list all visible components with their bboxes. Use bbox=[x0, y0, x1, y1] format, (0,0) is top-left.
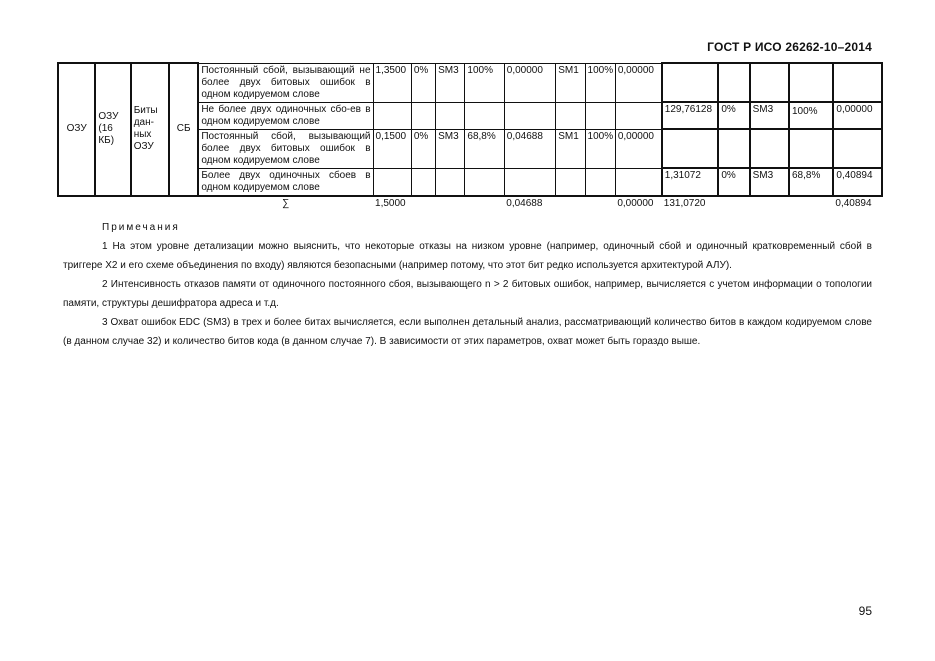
value-cell bbox=[662, 129, 719, 168]
sum-value: 0,00000 bbox=[617, 197, 654, 209]
fault-description: Не более двух одиночных сбо-ев в одном кодируемом слове bbox=[198, 102, 373, 129]
page-number: 95 bbox=[858, 604, 872, 618]
value-cell: 0% bbox=[718, 168, 749, 196]
value-cell bbox=[436, 102, 465, 129]
value-cell bbox=[718, 129, 749, 168]
value-cell bbox=[789, 63, 833, 102]
value-cell: 0,00000 bbox=[504, 63, 556, 102]
value-cell: 0,00000 bbox=[833, 102, 882, 129]
fault-description: Постоянный сбой, вызывающий более двух битовых ошибок в одном кодируемом слове bbox=[198, 129, 373, 168]
value-cell bbox=[556, 102, 585, 129]
value-cell bbox=[411, 168, 435, 196]
value-cell: SM3 bbox=[436, 129, 465, 168]
value-cell: 0% bbox=[411, 129, 435, 168]
notes-section bbox=[63, 218, 872, 351]
value-cell: 100% bbox=[789, 102, 833, 129]
component-cell: ОЗУ bbox=[58, 63, 95, 196]
value-cell: 100% bbox=[585, 63, 615, 102]
value-cell: SM3 bbox=[750, 168, 789, 196]
value-cell: 0,1500 bbox=[373, 129, 411, 168]
value-cell bbox=[504, 102, 556, 129]
value-cell: 0% bbox=[411, 63, 435, 102]
value-cell: SM1 bbox=[556, 63, 585, 102]
notes-title: Примечания bbox=[102, 222, 180, 233]
value-cell: 100% bbox=[585, 129, 615, 168]
document-header-title: ГОСТ Р ИСО 26262-10–2014 bbox=[707, 40, 872, 54]
value-cell bbox=[504, 168, 556, 196]
value-cell: 0,00000 bbox=[615, 129, 661, 168]
value-cell: 1,31072 bbox=[662, 168, 719, 196]
value-cell: SM3 bbox=[436, 63, 465, 102]
table-row bbox=[58, 63, 882, 102]
value-cell bbox=[411, 102, 435, 129]
value-cell bbox=[436, 168, 465, 196]
value-cell: 0,00000 bbox=[615, 63, 661, 102]
value-cell: 100% bbox=[465, 63, 504, 102]
sum-row bbox=[58, 196, 882, 211]
value-cell: SM1 bbox=[556, 129, 585, 168]
value-cell bbox=[373, 168, 411, 196]
value-cell: 68,8% bbox=[789, 168, 833, 196]
value-cell: 1,3500 bbox=[373, 63, 411, 102]
value-cell bbox=[556, 168, 585, 196]
value-cell bbox=[615, 102, 661, 129]
value-cell: 68,8% bbox=[465, 129, 504, 168]
sum-value: 0,04688 bbox=[506, 197, 543, 209]
sum-value: 131,0720 bbox=[663, 197, 706, 209]
note-1: 1 На этом уровне детализации можно выяснить, что некоторые отказы на низком уровне (например, одиночный сбой и одиночный кратковременный сбой в триггере X2 и его схеме объединения по входу) являются безопасными (например потому, что этот бит редко используется архитектурой АЛУ). bbox=[63, 241, 872, 271]
value-cell bbox=[833, 129, 882, 168]
value-cell bbox=[615, 168, 661, 196]
value-cell bbox=[585, 102, 615, 129]
value-cell bbox=[373, 102, 411, 129]
value-cell: 129,76128 bbox=[662, 102, 719, 129]
value-cell bbox=[465, 102, 504, 129]
sum-symbol: ∑ bbox=[282, 197, 290, 209]
sum-value: 0,40894 bbox=[835, 197, 872, 209]
value-cell bbox=[718, 63, 749, 102]
fault-type-cell: СБ bbox=[169, 63, 198, 196]
value-cell bbox=[833, 63, 882, 102]
sum-value: 1,5000 bbox=[375, 197, 406, 209]
memory-cell: ОЗУ (16 КБ) bbox=[95, 63, 130, 196]
value-cell bbox=[750, 63, 789, 102]
value-cell: 0,04688 bbox=[504, 129, 556, 168]
value-cell bbox=[585, 168, 615, 196]
value-cell bbox=[465, 168, 504, 196]
value-cell bbox=[789, 129, 833, 168]
value-cell bbox=[662, 63, 719, 102]
fault-description: Более двух одиночных сбоев в одном кодируемом слове bbox=[198, 168, 373, 196]
note-3: 3 Охват ошибок EDC (SM3) в трех и более битах вычисляется, если выполнен детальный анализ, рассматривающий количество битов в каждом кодируемом слове (в данном случае 32) и количество битов кода (в данном случае 7). В зависимости от этих параметров, охват может быть гораздо выше. bbox=[63, 317, 872, 347]
data-bits-cell: Биты дан-ных ОЗУ bbox=[131, 63, 169, 196]
value-cell: 0% bbox=[718, 102, 749, 129]
fault-metrics-table bbox=[57, 62, 883, 211]
note-2: 2 Интенсивность отказов памяти от одиночного постоянного сбоя, вызывающего n > 2 битовых ошибок, например, вычисляется с учетом информации о топологии памяти, структуры дешифратора адреса и т.д. bbox=[63, 279, 872, 309]
value-cell: SM3 bbox=[750, 102, 789, 129]
value-cell bbox=[750, 129, 789, 168]
value-cell: 0,40894 bbox=[833, 168, 882, 196]
fault-description: Постоянный сбой, вызывающий не более двух битовых ошибок в одном кодируемом слове bbox=[198, 63, 373, 102]
